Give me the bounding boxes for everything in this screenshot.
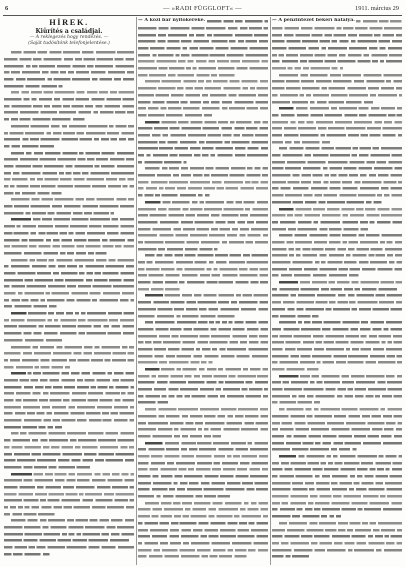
text-line <box>138 312 268 319</box>
text-line <box>138 299 268 306</box>
text-line <box>272 520 402 527</box>
article-paragraph <box>272 205 402 232</box>
article-paragraph <box>4 343 134 370</box>
paragraph-lead: — A közi bar nyitókeréke. <box>138 18 206 23</box>
article-paragraph <box>138 439 268 499</box>
text-line <box>138 112 268 119</box>
article-paragraph <box>272 105 402 145</box>
text-line <box>4 123 134 130</box>
text-line <box>272 172 402 179</box>
text-line <box>272 546 402 553</box>
article-paragraph <box>138 252 268 292</box>
text-line <box>272 500 402 507</box>
text-line <box>138 245 268 252</box>
text-line <box>138 172 268 179</box>
text-line <box>138 232 268 239</box>
text-line <box>4 270 134 277</box>
text-line <box>4 109 134 116</box>
text-line <box>138 546 268 553</box>
text-line <box>138 212 268 219</box>
text-line <box>4 430 134 437</box>
text-line <box>138 192 268 199</box>
text-line <box>138 466 268 473</box>
text-line <box>138 158 268 165</box>
text-line <box>272 51 402 58</box>
article-paragraph <box>138 319 268 366</box>
text-line <box>4 390 134 397</box>
text-line <box>207 18 268 25</box>
text-line <box>138 118 268 125</box>
article-subtitle: — A reklegezés hogy rendezés. — <box>29 35 109 40</box>
text-line <box>272 279 402 286</box>
text-line <box>138 259 268 266</box>
text-line <box>138 413 268 420</box>
text-line <box>4 424 134 431</box>
text-line <box>4 343 134 350</box>
text-line <box>272 379 402 386</box>
article-paragraph <box>4 149 134 196</box>
text-line <box>272 352 402 359</box>
text-line <box>4 357 134 364</box>
text-line <box>272 372 402 379</box>
section-title: HÍREK. <box>49 18 89 27</box>
text-line <box>272 125 402 132</box>
article-paragraph <box>138 18 268 78</box>
text-line <box>138 286 268 293</box>
text-line <box>138 493 268 500</box>
text-line <box>4 49 134 56</box>
text-line <box>272 366 402 373</box>
text-line <box>4 163 134 170</box>
text-line <box>138 399 268 406</box>
text-line <box>272 145 402 152</box>
article-paragraph <box>272 18 402 72</box>
text-line <box>138 138 268 145</box>
article-paragraph <box>272 406 402 453</box>
text-line <box>272 165 402 172</box>
text-line <box>138 292 268 299</box>
text-line <box>272 453 402 460</box>
text-line <box>272 179 402 186</box>
text-line <box>272 526 402 533</box>
text-line <box>272 506 402 513</box>
text-line <box>272 132 402 139</box>
text-line <box>138 98 268 105</box>
article-paragraph <box>138 406 268 439</box>
text-line <box>4 223 134 230</box>
text-line <box>138 366 268 373</box>
text-line <box>138 526 268 533</box>
text-line <box>272 299 402 306</box>
text-line <box>272 319 402 326</box>
text-line <box>4 82 134 89</box>
text-line <box>4 256 134 263</box>
text-line <box>272 553 402 560</box>
article-paragraph <box>4 470 134 517</box>
paragraph-lead: — A pénzintézet bekérí hatalya. <box>272 18 355 23</box>
text-line <box>272 112 402 119</box>
text-line <box>272 433 402 440</box>
text-line <box>272 199 402 206</box>
article-paragraph <box>272 145 402 205</box>
text-line <box>4 176 134 183</box>
text-line <box>138 152 268 159</box>
text-line <box>138 520 268 527</box>
text-line <box>272 513 402 520</box>
text-line <box>138 78 268 85</box>
article-paragraph <box>4 256 134 310</box>
text-line <box>138 132 268 139</box>
text-line <box>272 219 402 226</box>
text-line <box>4 403 134 410</box>
text-line <box>272 185 402 192</box>
text-line <box>138 372 268 379</box>
text-line <box>138 306 268 313</box>
text-line <box>272 118 402 125</box>
text-line <box>272 312 402 319</box>
text-line <box>4 450 134 457</box>
text-line <box>272 45 402 52</box>
text-line <box>272 479 402 486</box>
text-line <box>138 453 268 460</box>
lead-line <box>138 18 268 25</box>
article-paragraph <box>272 72 402 105</box>
article-paragraph <box>4 123 134 150</box>
text-line <box>138 185 268 192</box>
lead-line <box>272 18 402 25</box>
text-line <box>272 386 402 393</box>
text-line <box>138 252 268 259</box>
text-line <box>272 292 402 299</box>
text-line <box>4 149 134 156</box>
issue-date: 1911. március 29 <box>355 5 399 12</box>
text-line <box>272 232 402 239</box>
text-line <box>138 125 268 132</box>
text-line <box>138 533 268 540</box>
text-line <box>4 504 134 511</box>
text-line <box>4 76 134 83</box>
text-line <box>272 78 402 85</box>
text-line <box>272 439 402 446</box>
text-line <box>4 524 134 531</box>
text-line <box>138 72 268 79</box>
article-paragraph <box>272 279 402 319</box>
text-line <box>138 205 268 212</box>
text-line <box>4 437 134 444</box>
text-line <box>272 533 402 540</box>
text-line <box>4 444 134 451</box>
article-paragraph <box>4 310 134 343</box>
text-line <box>4 216 134 223</box>
text-line <box>138 179 268 186</box>
text-line <box>272 98 402 105</box>
text-line <box>272 486 402 493</box>
text-line <box>272 31 402 38</box>
text-line <box>272 252 402 259</box>
text-line <box>272 25 402 32</box>
article-paragraph <box>138 118 268 165</box>
article-paragraph <box>272 520 402 560</box>
text-line <box>272 419 402 426</box>
text-line <box>138 486 268 493</box>
article-paragraph <box>4 430 134 470</box>
header-rule <box>3 15 402 16</box>
text-line <box>4 477 134 484</box>
text-line <box>4 310 134 317</box>
text-line <box>138 553 268 560</box>
text-line <box>4 470 134 477</box>
text-line <box>138 332 268 339</box>
text-line <box>272 152 402 159</box>
text-line <box>4 290 134 297</box>
text-line <box>138 225 268 232</box>
text-line <box>138 31 268 38</box>
text-line <box>4 317 134 324</box>
text-line <box>138 479 268 486</box>
text-line <box>272 105 402 112</box>
text-line <box>138 45 268 52</box>
news-column-3 <box>272 18 402 564</box>
masthead: — »RADI FÜGGLOFT« — <box>163 5 242 12</box>
text-line <box>4 89 134 96</box>
text-line <box>4 250 134 257</box>
text-line <box>138 265 268 272</box>
news-column-2 <box>138 18 268 564</box>
text-line <box>4 296 134 303</box>
text-line <box>138 105 268 112</box>
text-line <box>272 459 402 466</box>
text-line <box>138 51 268 58</box>
text-line <box>138 346 268 353</box>
text-line <box>272 493 402 500</box>
text-line <box>4 544 134 551</box>
text-line <box>4 464 134 471</box>
text-line <box>272 65 402 72</box>
text-line <box>272 92 402 99</box>
text-line <box>4 96 134 103</box>
text-line <box>138 25 268 32</box>
text-line <box>4 531 134 538</box>
text-line <box>138 426 268 433</box>
text-line <box>272 192 402 199</box>
text-line <box>138 352 268 359</box>
text-line <box>138 439 268 446</box>
text-line <box>272 406 402 413</box>
text-line <box>138 272 268 279</box>
text-line <box>4 350 134 357</box>
text-line <box>272 326 402 333</box>
article-paragraph <box>4 517 134 557</box>
text-line <box>4 330 134 337</box>
text-line <box>272 272 402 279</box>
text-line <box>138 513 268 520</box>
text-line <box>4 397 134 404</box>
text-line <box>138 406 268 413</box>
text-line <box>4 196 134 203</box>
text-line <box>4 129 134 136</box>
text-line <box>4 490 134 497</box>
text-line <box>138 433 268 440</box>
text-line <box>138 379 268 386</box>
text-line <box>138 339 268 346</box>
text-line <box>138 393 268 400</box>
text-line <box>4 116 134 123</box>
text-line <box>4 383 134 390</box>
text-line <box>138 386 268 393</box>
text-line <box>4 136 134 143</box>
text-line <box>138 92 268 99</box>
text-line <box>4 323 134 330</box>
text-line <box>272 85 402 92</box>
text-line <box>272 446 402 453</box>
text-line <box>272 346 402 353</box>
text-line <box>4 169 134 176</box>
text-line <box>138 319 268 326</box>
text-line <box>138 239 268 246</box>
text-line <box>4 417 134 424</box>
text-line <box>4 69 134 76</box>
text-line <box>138 279 268 286</box>
text-line <box>4 210 134 217</box>
article-paragraph <box>272 372 402 405</box>
text-line <box>4 103 134 110</box>
text-line <box>4 410 134 417</box>
text-line <box>272 239 402 246</box>
news-column-1 <box>4 18 134 564</box>
text-line <box>4 143 134 150</box>
text-line <box>272 265 402 272</box>
text-line <box>4 243 134 250</box>
text-line <box>356 18 402 25</box>
article-paragraph <box>138 292 268 319</box>
text-line <box>272 466 402 473</box>
text-line <box>272 339 402 346</box>
text-line <box>138 38 268 45</box>
text-line <box>272 58 402 65</box>
text-line <box>138 199 268 206</box>
text-line <box>272 138 402 145</box>
text-line <box>272 306 402 313</box>
text-line <box>272 245 402 252</box>
text-line <box>4 377 134 384</box>
text-line <box>138 359 268 366</box>
text-line <box>4 203 134 210</box>
article-paragraph <box>138 165 268 198</box>
text-line <box>138 419 268 426</box>
article-paragraph <box>138 366 268 406</box>
text-line <box>272 359 402 366</box>
article-byline: (Saját tudósítónk telefonjelentése.) <box>28 41 110 46</box>
article-paragraph <box>272 453 402 520</box>
article-paragraph <box>138 500 268 560</box>
text-line <box>4 276 134 283</box>
text-line <box>272 225 402 232</box>
text-line <box>272 212 402 219</box>
text-line <box>4 484 134 491</box>
text-line <box>4 183 134 190</box>
text-line <box>138 459 268 466</box>
text-line <box>4 457 134 464</box>
text-line <box>272 72 402 79</box>
text-line <box>138 506 268 513</box>
column-divider <box>136 17 137 565</box>
text-line <box>4 510 134 517</box>
text-line <box>4 156 134 163</box>
text-line <box>138 326 268 333</box>
text-line <box>4 189 134 196</box>
text-line <box>138 58 268 65</box>
text-line <box>4 370 134 377</box>
article-paragraph <box>272 232 402 279</box>
text-line <box>272 332 402 339</box>
text-line <box>4 303 134 310</box>
text-line <box>4 263 134 270</box>
text-line <box>4 236 134 243</box>
text-line <box>4 230 134 237</box>
text-line <box>4 337 134 344</box>
text-line <box>138 473 268 480</box>
text-line <box>138 65 268 72</box>
text-line <box>272 413 402 420</box>
text-line <box>4 363 134 370</box>
text-line <box>272 393 402 400</box>
text-line <box>138 446 268 453</box>
text-line <box>4 537 134 544</box>
text-line <box>138 540 268 547</box>
text-line <box>138 145 268 152</box>
text-line <box>272 473 402 480</box>
text-line <box>4 517 134 524</box>
text-line <box>4 551 134 558</box>
article-paragraph <box>4 370 134 430</box>
page-header <box>4 4 401 14</box>
text-line <box>272 259 402 266</box>
article-paragraph <box>4 196 134 216</box>
text-line <box>4 62 134 69</box>
text-line <box>272 158 402 165</box>
text-line <box>138 219 268 226</box>
text-line <box>138 500 268 507</box>
article-title: Kiürítés a családjai. <box>35 28 103 35</box>
article-paragraph <box>272 319 402 373</box>
text-line <box>272 205 402 212</box>
column-divider <box>270 17 271 565</box>
article-paragraph <box>4 49 134 89</box>
article-paragraph <box>4 89 134 122</box>
article-paragraph <box>4 216 134 256</box>
text-line <box>4 56 134 63</box>
text-line <box>4 497 134 504</box>
text-line <box>138 165 268 172</box>
article-paragraph <box>138 78 268 118</box>
text-line <box>272 426 402 433</box>
text-line <box>272 286 402 293</box>
article-paragraph <box>138 199 268 253</box>
text-line <box>4 283 134 290</box>
text-line <box>272 540 402 547</box>
text-line <box>272 38 402 45</box>
page-number: 6 <box>5 5 9 12</box>
text-line <box>138 85 268 92</box>
text-line <box>272 399 402 406</box>
